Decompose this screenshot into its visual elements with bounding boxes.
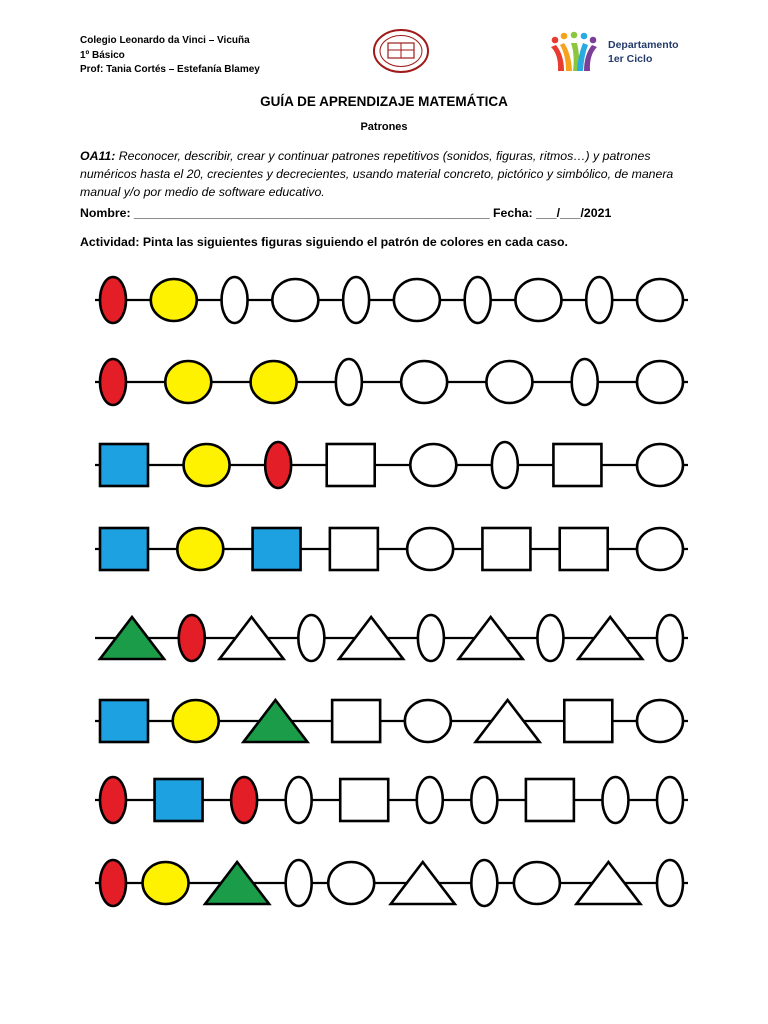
pattern-row <box>95 700 688 742</box>
square-shape[interactable] <box>553 444 601 486</box>
oval-shape[interactable] <box>657 777 683 823</box>
oval-shape[interactable] <box>602 777 628 823</box>
pattern-row <box>95 777 688 823</box>
circle-shape[interactable] <box>394 279 440 321</box>
oval-shape[interactable] <box>231 777 257 823</box>
oval-shape[interactable] <box>286 860 312 906</box>
oval-shape[interactable] <box>265 442 291 488</box>
oval-shape[interactable] <box>657 615 683 661</box>
oval-shape[interactable] <box>417 777 443 823</box>
square-shape[interactable] <box>253 528 301 570</box>
oval-shape[interactable] <box>465 277 491 323</box>
circle-shape[interactable] <box>143 862 189 904</box>
grade-label: 1º Básico <box>80 49 125 61</box>
teachers-label: Prof: Tania Cortés – Estefanía Blamey <box>80 64 260 75</box>
circle-shape[interactable] <box>251 361 297 403</box>
circle-shape[interactable] <box>184 444 230 486</box>
square-shape[interactable] <box>330 528 378 570</box>
square-shape[interactable] <box>482 528 530 570</box>
department-line2: 1er Ciclo <box>608 53 653 65</box>
oval-shape[interactable] <box>100 777 126 823</box>
circle-shape[interactable] <box>177 528 223 570</box>
circle-shape[interactable] <box>637 361 683 403</box>
oval-shape[interactable] <box>298 615 324 661</box>
circle-shape[interactable] <box>407 528 453 570</box>
pattern-row <box>95 277 688 323</box>
circle-shape[interactable] <box>272 279 318 321</box>
square-shape[interactable] <box>100 444 148 486</box>
square-shape[interactable] <box>327 444 375 486</box>
oval-shape[interactable] <box>492 442 518 488</box>
oval-shape[interactable] <box>537 615 563 661</box>
circle-shape[interactable] <box>637 700 683 742</box>
circle-shape[interactable] <box>514 862 560 904</box>
pattern-row <box>95 359 688 405</box>
circle-shape[interactable] <box>637 279 683 321</box>
circle-shape[interactable] <box>637 528 683 570</box>
oval-shape[interactable] <box>418 615 444 661</box>
oval-shape[interactable] <box>100 860 126 906</box>
circle-shape[interactable] <box>151 279 197 321</box>
square-shape[interactable] <box>100 528 148 570</box>
objective-text: Reconocer, describir, crear y continuar patrones repetitivos (sonidos, figuras, ritmos…) y patrones numéricos hasta el 20, crecientes y decrecientes, usando material concreto, pictórico y simbólico, de manera manual y/o por medio de software educativo. <box>80 149 674 199</box>
oval-shape[interactable] <box>100 277 126 323</box>
circle-shape[interactable] <box>515 279 561 321</box>
circle-shape[interactable] <box>328 862 374 904</box>
department-line1: Departamento <box>608 39 679 51</box>
circle-shape[interactable] <box>637 444 683 486</box>
oval-shape[interactable] <box>572 359 598 405</box>
square-shape[interactable] <box>100 700 148 742</box>
circle-shape[interactable] <box>405 700 451 742</box>
square-shape[interactable] <box>332 700 380 742</box>
square-shape[interactable] <box>564 700 612 742</box>
activity-instruction: Actividad: Pinta las siguientes figuras siguiendo el patrón de colores en cada caso. <box>80 235 568 249</box>
oval-shape[interactable] <box>336 359 362 405</box>
oval-shape[interactable] <box>286 777 312 823</box>
square-shape[interactable] <box>526 779 574 821</box>
oval-shape[interactable] <box>657 860 683 906</box>
pattern-row <box>95 615 688 661</box>
oval-shape[interactable] <box>179 615 205 661</box>
circle-shape[interactable] <box>486 361 532 403</box>
name-date-line: Nombre: ____________________________________________________ Fecha: ___/___/2021 <box>80 206 612 220</box>
page-title: GUÍA DE APRENDIZAJE MATEMÁTICA <box>260 94 508 109</box>
pattern-row <box>95 442 688 488</box>
oval-shape[interactable] <box>471 860 497 906</box>
circle-shape[interactable] <box>410 444 456 486</box>
circle-shape[interactable] <box>401 361 447 403</box>
pattern-row <box>95 528 688 570</box>
oval-shape[interactable] <box>586 277 612 323</box>
square-shape[interactable] <box>155 779 203 821</box>
pattern-row <box>95 860 688 906</box>
circle-shape[interactable] <box>173 700 219 742</box>
objective-code: OA11: <box>80 149 116 163</box>
oval-shape[interactable] <box>343 277 369 323</box>
square-shape[interactable] <box>340 779 388 821</box>
square-shape[interactable] <box>560 528 608 570</box>
circle-shape[interactable] <box>165 361 211 403</box>
page-subtitle: Patrones <box>360 121 408 133</box>
oval-shape[interactable] <box>471 777 497 823</box>
oval-shape[interactable] <box>222 277 248 323</box>
oval-shape[interactable] <box>100 359 126 405</box>
school-name: Colegio Leonardo da Vinci – Vicuña <box>80 35 250 46</box>
